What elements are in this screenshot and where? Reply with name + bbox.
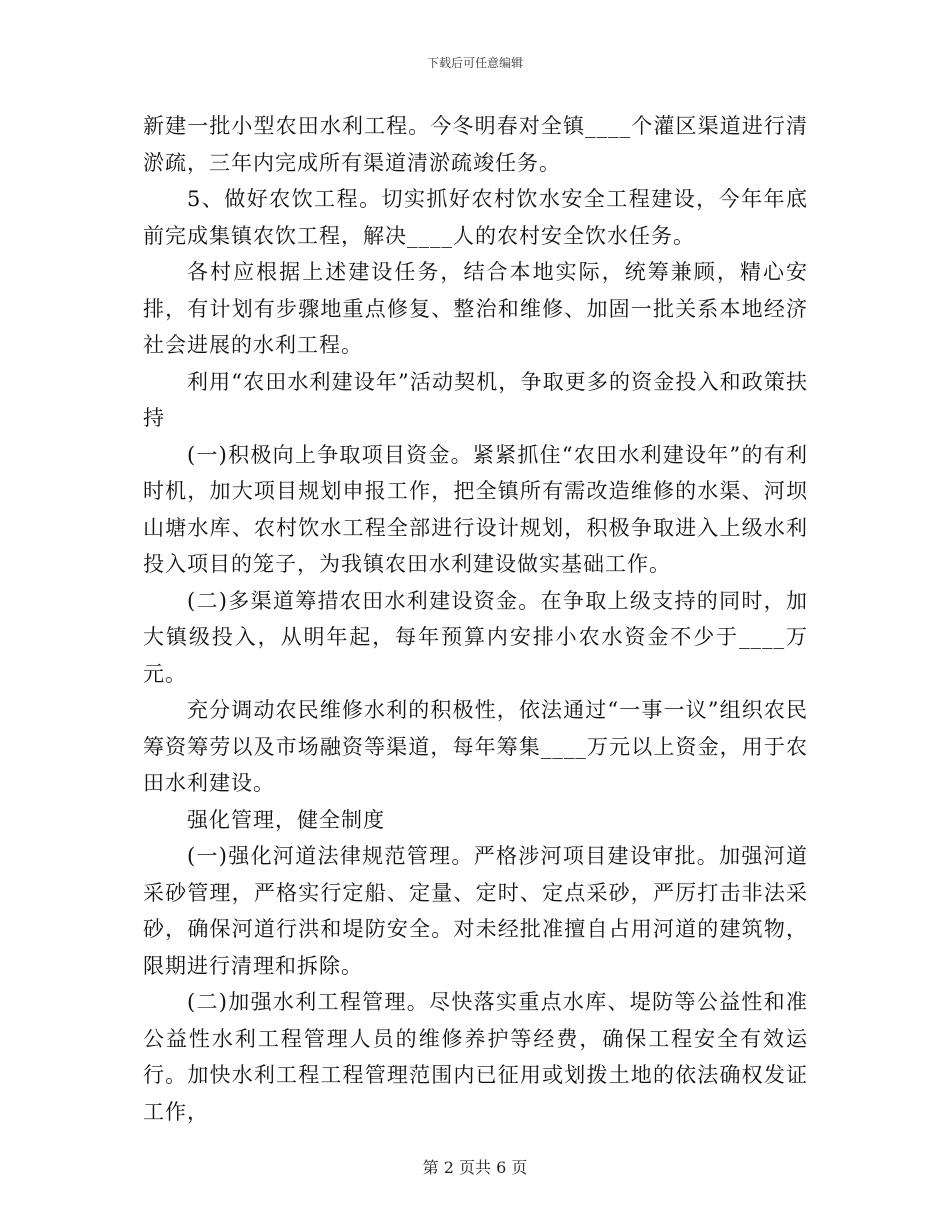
paragraph-6: (二)多渠道筹措农田水利建设资金。在争取上级支持的同时，加大镇级投入，从明年起，每年预算内安排小农水资金不少于____万元。	[143, 588, 808, 686]
paragraph-7: 充分调动农民维修水利的积极性，依法通过“一事一议”组织农民筹资筹劳以及市场融资等渠道，每年筹集____万元以上资金，用于农田水利建设。	[143, 698, 808, 795]
paragraph-5: (一)积极向上争取项目资金。紧紧抓住“农田水利建设年”的有利时机，加大项目规划申报工作，把全镇所有需改造维修的水渠、河坝山塘水库、农村饮水工程全部进行设计规划，积极争取进入上级水利投入项目的笼子，为我镇农田水利建设做实基础工作。	[143, 442, 808, 576]
paragraph-9: (一)强化河道法律规范管理。严格涉河项目建设审批。加强河道采砂管理，严格实行定船、定量、定时、定点采砂，严厉打击非法采砂，确保河道行洪和堤防安全。对未经批准擅自占用河道的建筑物，限期进行清理和拆除。	[143, 844, 808, 978]
paragraph-2: 5、做好农饮工程。切实抓好农村饮水安全工程建设，今年年底前完成集镇农饮工程，解决____人的农村安全饮水任务。	[143, 187, 808, 248]
page-number: 第 2 页共 6 页	[422, 1158, 528, 1177]
document-body	[143, 108, 808, 1130]
paragraph-1: 新建一批小型农田水利工程。今冬明春对全镇____个灌区渠道进行清淤疏，三年内完成所有渠道清淤疏竣任务。	[143, 114, 808, 175]
section-heading-funding: 利用“农田水利建设年”活动契机，争取更多的资金投入和政策扶持	[143, 369, 808, 430]
paragraph-3: 各村应根据上述建设任务，结合本地实际，统筹兼顾，精心安排，有计划有步骤地重点修复、整治和维修、加固一批关系本地经济社会进展的水利工程。	[143, 260, 808, 357]
page-header-note: 下载后可任意编辑	[426, 56, 523, 70]
paragraph-10: (二)加强水利工程管理。尽快落实重点水库、堤防等公益性和准公益性水利工程管理人员的维修养护等经费，确保工程安全有效运行。加快水利工程工程管理范围内已征用或划拨土地的依法确权发证工作，	[143, 990, 808, 1124]
section-heading-management: 强化管理，健全制度	[187, 807, 385, 832]
